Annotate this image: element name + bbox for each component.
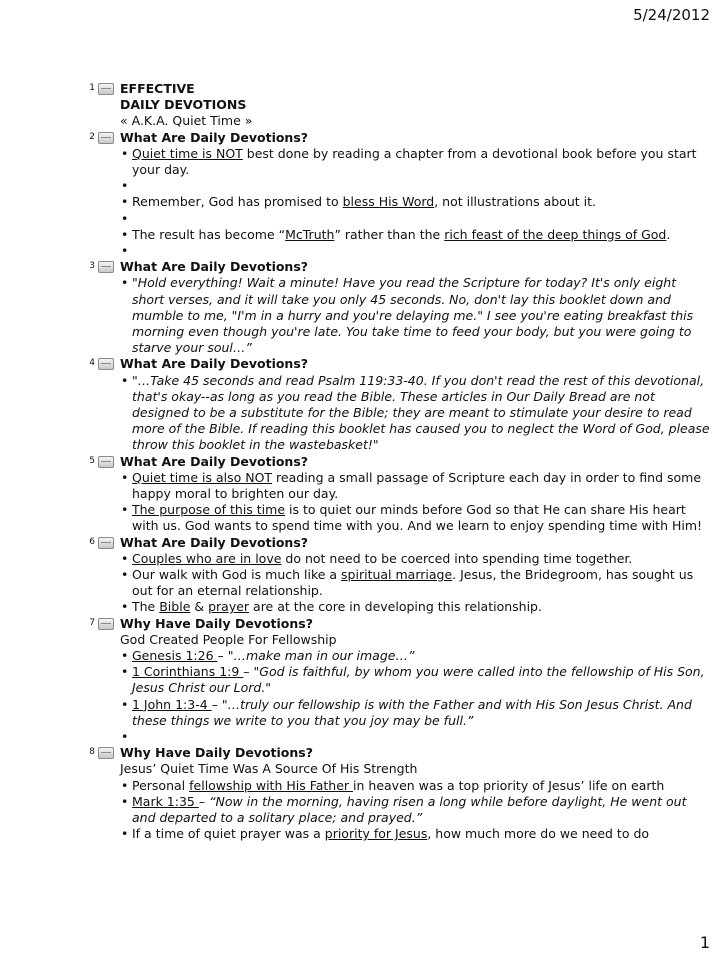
slide-number: 4: [89, 358, 95, 369]
bullet-list: [120, 275, 711, 356]
link-text: fellowship with His Father: [189, 777, 354, 793]
bullet-text: "…truly our fellowship is with the Father and with His Son Jesus Christ. And these things we write to you that you joy may be full.”: [132, 696, 692, 728]
slide-title: What Are Daily Devotions?: [120, 356, 309, 372]
link-text: Genesis 1:26: [132, 648, 218, 664]
bullet-item: [120, 243, 711, 259]
slide-thumbnail-icon[interactable]: [98, 747, 114, 759]
bullet-item: [120, 664, 711, 696]
slide-3: [86, 259, 711, 356]
bullet-item: [120, 178, 711, 194]
bullet-text: is to quiet our minds before God so that He can share His heart with us. God wants to spend time with you. And we learn to enjoy spending time with Him!: [132, 502, 703, 534]
slide-outline: [86, 81, 711, 842]
bullet-list: [120, 778, 711, 843]
slide-thumbnail-icon[interactable]: [98, 537, 114, 549]
bullet-item: [120, 567, 711, 599]
bullet-item: [120, 194, 711, 210]
slide-number: 1: [89, 83, 95, 93]
bullet-item: [120, 778, 711, 794]
link-text: priority for Jesus: [324, 826, 428, 842]
bullet-item: [120, 697, 711, 729]
slide-title: What Are Daily Devotions?: [120, 129, 309, 145]
link-text: Mark 1:35: [132, 793, 199, 809]
bullet-text: reading a small passage of Scripture each day in order to find some happy moral to brighten our day.: [132, 469, 702, 502]
bullet-item: [120, 648, 711, 664]
bullet-text: .: [666, 226, 671, 242]
bullet-item: [120, 502, 711, 534]
slide-thumbnail-icon[interactable]: [98, 358, 114, 370]
link-text: bless His Word: [342, 194, 435, 210]
slide-number: 8: [89, 747, 95, 758]
slide-thumbnail-icon[interactable]: [98, 618, 114, 630]
bullet-list: [120, 373, 711, 454]
link-text: Couples who are in love: [132, 550, 282, 566]
slide-title: What Are Daily Devotions?: [120, 453, 309, 469]
page-number: 1: [699, 933, 710, 952]
slide-number: 2: [89, 131, 95, 142]
slide-8: [86, 745, 711, 842]
bullet-text: –: [211, 696, 222, 712]
bullet-text: –: [217, 648, 228, 664]
bullet-text: , how much more do we need to do: [427, 826, 650, 842]
bullet-text: Our walk with God is much like a: [132, 567, 342, 583]
bullet-item: [120, 211, 711, 227]
bullet-text: The result has become “: [132, 226, 286, 242]
bullet-item: [120, 227, 711, 243]
bullet-text: &: [190, 599, 209, 615]
slide-number: 5: [89, 455, 95, 466]
slide-number: 7: [89, 617, 95, 628]
slide-thumbnail-icon[interactable]: [98, 132, 114, 144]
bullet-text: –: [243, 664, 254, 680]
slide-title: What Are Daily Devotions?: [120, 534, 309, 550]
bullet-text: are at the core in developing this relationship.: [249, 599, 542, 615]
slide-subtitle: God Created People For Fellowship: [120, 631, 337, 647]
link-text: Quiet time is NOT: [132, 145, 243, 161]
slide-2: [86, 130, 711, 260]
bullet-text: best done by reading a chapter from a devotional book before you start your day.: [132, 145, 697, 178]
bullet-text: Remember, God has promised to: [132, 194, 343, 210]
link-text: 1 John 1:3-4: [132, 696, 212, 712]
bullet-text: –: [198, 793, 210, 809]
bullet-text: "Hold everything! Wait a minute! Have you read the Scripture for today? It's only eight short verses, and it will take you only 45 seconds. No, don't lay this booklet down and mumble to me, "I'm in a hurry and you're delaying me." I see you're eating breakfast this morning even though you're late. You take time to feed your body, but you were going to starve your soul…”: [132, 275, 694, 356]
bullet-text: "God is faithful, by whom you were called into the fellowship of His Son, Jesus Christ our Lord.: [132, 664, 705, 696]
slide-thumbnail-icon[interactable]: [98, 83, 114, 95]
bullet-item: [120, 373, 711, 454]
slide-title: Why Have Daily Devotions?: [120, 745, 313, 761]
slide-number: 6: [89, 536, 95, 547]
bullet-text: "…Take 45 seconds and read Psalm 119:33-40. If you don't read the rest of this devotional, that's okay--as long as you read the Bible. These articles in Our Daily Bread are not designed to be a substitute for the Bible; they are meant to stimulate your desire to read more of the Bible. If reading this booklet has caused you to neglect the Word of God, please throw this booklet in the wastebasket!": [132, 372, 710, 453]
slide-6: [86, 535, 711, 616]
slide-7: [86, 616, 711, 746]
bullet-text: . Jesus, the Bridegroom, has sought us out for an eternal relationship.: [132, 567, 694, 599]
slide-title: EFFECTIVE: [120, 81, 195, 96]
link-text: Quiet time is also NOT: [132, 469, 273, 485]
slide-title: What Are Daily Devotions?: [120, 259, 309, 275]
slide-title: DAILY DEVOTIONS: [120, 97, 247, 113]
slide-subtitle: « A.K.A. Quiet Time »: [120, 113, 253, 129]
slide-title: Why Have Daily Devotions?: [120, 615, 313, 631]
link-text: spiritual marriage: [341, 567, 453, 583]
slide-thumbnail-icon[interactable]: [98, 261, 114, 273]
slide-4: [86, 356, 711, 453]
bullet-list: [120, 146, 711, 259]
bullet-text: ” rather than the: [334, 226, 445, 242]
bullet-text: Personal: [132, 777, 190, 793]
link-text: 1 Corinthians 1:9: [132, 664, 244, 680]
slide-5: [86, 454, 711, 535]
bullet-text: “Now in the morning, having risen a long while before daylight, He went out and departed to a solitary place; and prayed.”: [132, 793, 687, 826]
link-text: rich feast of the deep things of God: [444, 226, 667, 242]
bullet-item: [120, 826, 711, 842]
bullet-text: ": [265, 680, 272, 696]
bullet-item: [120, 146, 711, 178]
slide-thumbnail-icon[interactable]: [98, 456, 114, 468]
bullet-item: [120, 551, 711, 567]
bullet-text: "…make man in our image…”: [227, 648, 415, 664]
bullet-text: The: [132, 599, 160, 615]
bullet-item: [120, 729, 711, 745]
link-text: Bible: [159, 599, 191, 615]
slide-subtitle: Jesus’ Quiet Time Was A Source Of His Strength: [120, 761, 418, 777]
header-date: 5/24/2012: [633, 6, 710, 24]
link-text: McTruth: [285, 226, 335, 242]
slide-number: 3: [89, 261, 95, 272]
bullet-list: [120, 551, 711, 616]
bullet-list: [120, 648, 711, 745]
bullet-item: [120, 275, 711, 356]
bullet-text: in heaven was a top priority of Jesus’ life on earth: [353, 777, 665, 793]
bullet-text: do not need to be coerced into spending time together.: [281, 550, 633, 566]
bullet-item: [120, 794, 711, 826]
bullet-list: [120, 470, 711, 535]
link-text: prayer: [208, 599, 250, 615]
bullet-item: [120, 599, 711, 615]
bullet-text: If a time of quiet prayer was a: [132, 826, 325, 842]
bullet-text: , not illustrations about it.: [434, 194, 596, 210]
slide-1: [86, 81, 711, 130]
link-text: The purpose of this time: [132, 502, 286, 518]
bullet-item: [120, 470, 711, 502]
